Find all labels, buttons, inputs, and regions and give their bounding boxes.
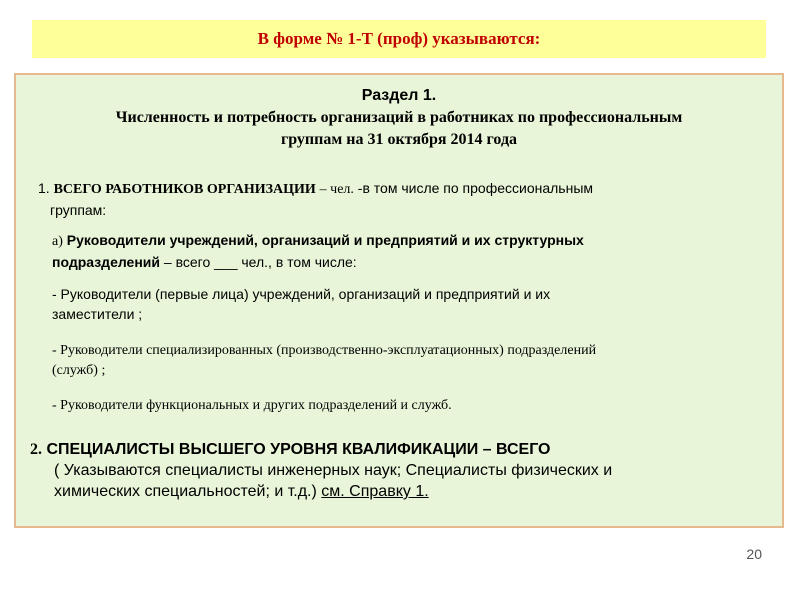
page-number: 20 xyxy=(746,546,762,562)
bullet-3 xyxy=(52,396,772,416)
item-1 xyxy=(38,178,758,220)
item-1-unit: – чел. xyxy=(319,182,354,197)
item-1-number: 1. xyxy=(38,180,50,196)
bullet-1-line1: - Руководители (первые лица) учреждений, организаций и предприятий и их xyxy=(52,286,551,302)
section-heading: Раздел 1. xyxy=(361,87,437,104)
bullet-3-text: - Руководители функциональных и других подразделений и служб. xyxy=(52,398,452,413)
banner-text: В форме № 1-Т (проф) указываются: xyxy=(257,29,541,48)
sub-item-a-bold2: подразделений xyxy=(52,254,161,270)
item-1-rest2: группам: xyxy=(50,202,107,218)
sub-item-a xyxy=(52,230,772,272)
section-title-line1: Численность и потребность организаций в работниках по профессиональным xyxy=(115,109,683,126)
reference-link[interactable]: см. Справку 1. xyxy=(321,483,429,500)
sub-item-a-bold: Руководители учреждений, организаций и предприятий и их структурных xyxy=(66,232,584,248)
bullet-2-line2: (служб) ; xyxy=(52,363,106,378)
section-title-line2: группам на 31 октября 2014 года xyxy=(280,131,518,148)
bullet-2-line1: - Руководители специализированных (производственно-эксплуатационных) подразделений xyxy=(52,343,597,358)
bullet-2 xyxy=(52,341,772,381)
item-1-caps: ВСЕГО РАБОТНИКОВ ОРГАНИЗАЦИИ xyxy=(53,182,316,197)
bullet-1-line2: заместители ; xyxy=(52,306,143,322)
item-1-rest: -в том числе по профессиональным xyxy=(357,180,594,196)
item-2-number: 2. xyxy=(30,441,42,458)
item-2 xyxy=(30,439,770,502)
bullet-1 xyxy=(52,284,772,324)
content-panel xyxy=(14,73,784,528)
title-banner xyxy=(32,20,766,58)
item-2-heading: СПЕЦИАЛИСТЫ ВЫСШЕГО УРОВНЯ КВАЛИФИКАЦИИ – ВСЕГО xyxy=(46,441,551,458)
item-2-line1: ( Указываются специалисты инженерных наук; Специалисты физических и xyxy=(54,462,613,479)
section-title xyxy=(16,85,782,151)
sub-item-a-letter: а) xyxy=(52,234,63,249)
item-2-line2: химических специальностей; и т.д.) xyxy=(54,483,322,500)
sub-item-a-rest: – всего ___ чел., в том числе: xyxy=(160,254,357,270)
